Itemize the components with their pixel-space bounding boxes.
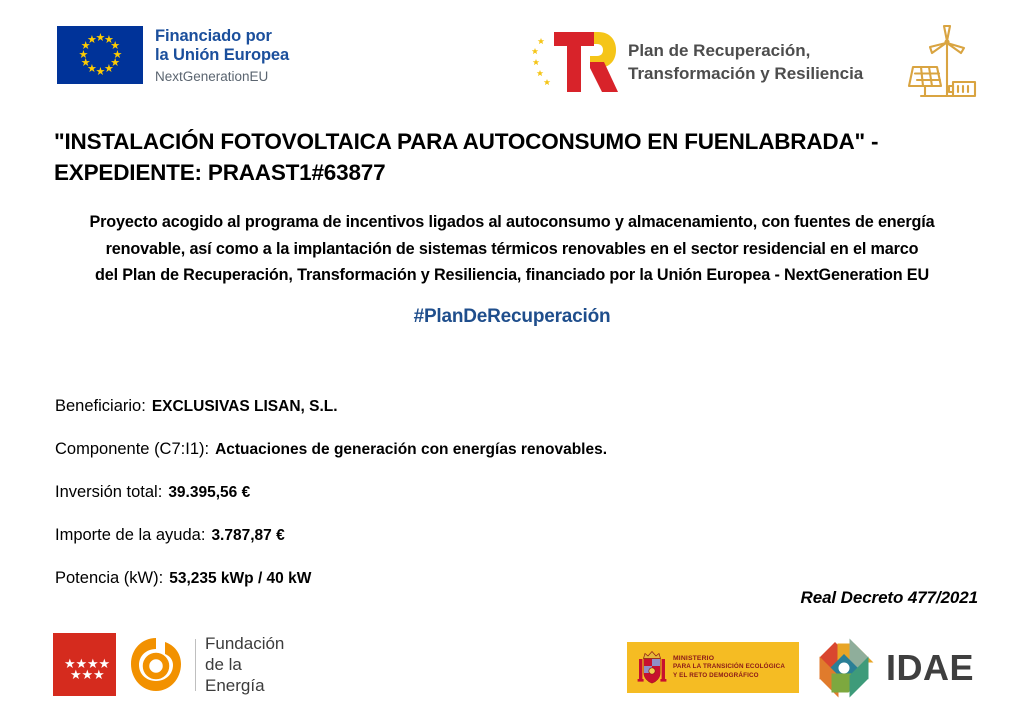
detail-label: Potencia (kW): xyxy=(55,569,164,587)
hashtag: #PlanDeRecuperación xyxy=(413,306,611,327)
page-title-line2: EXPEDIENTE: PRAAST1#63877 xyxy=(54,160,386,185)
eu-star-icon: ★ xyxy=(78,48,89,61)
detail-row xyxy=(55,482,855,503)
project-details-list xyxy=(55,396,855,611)
page-title-line1: "INSTALACIÓN FOTOVOLTAICA PARA AUTOCONSUMO EN FUENLABRADA" - xyxy=(54,129,879,154)
header-logo-band xyxy=(0,0,1024,112)
madrid-star-icon: ★ xyxy=(81,667,94,682)
eu-star-icon: ★ xyxy=(110,57,121,69)
eu-star-icon: ★ xyxy=(80,40,91,52)
prtr-tr-monogram-icon xyxy=(532,26,618,98)
eu-flag-icon xyxy=(57,26,143,84)
detail-value: EXCLUSIVAS LISAN, S.L. xyxy=(151,398,338,415)
eu-star-icon: ★ xyxy=(104,63,114,76)
detail-label: Componente (C7:I1): xyxy=(55,440,210,458)
prtr-logo-line2: Transformación y Resiliencia xyxy=(628,64,864,83)
detail-value: 39.395,56 € xyxy=(168,484,251,501)
project-description xyxy=(52,209,972,289)
eu-logo-line2: la Unión Europea xyxy=(155,46,290,64)
eu-star-icon: ★ xyxy=(95,65,106,78)
project-description-line2: renovable, así como a la implantación de sistemas térmicos renovables en el sector residencial en el marco xyxy=(105,239,919,258)
prtr-logo-text xyxy=(628,39,863,85)
project-description-line3: del Plan de Recuperación, Transformación y Resiliencia, financiado por la Unión Europea - NextGeneration EU xyxy=(95,266,929,284)
ministerio-logo xyxy=(627,642,799,693)
fundacion-energia-logo xyxy=(53,633,284,696)
idae-logo xyxy=(813,637,974,699)
detail-value: 53,235 kWp / 40 kW xyxy=(169,570,312,587)
madrid-star-icon: ★ xyxy=(93,667,105,682)
eu-logo-text xyxy=(155,26,289,85)
ministerio-line1: MINISTERIO xyxy=(673,655,715,663)
detail-row xyxy=(55,439,855,460)
legal-reference: Real Decreto 477/2021 xyxy=(800,588,978,607)
ministerio-line2: PARA LA TRANSICIÓN ECOLÓGICA xyxy=(673,663,786,671)
detail-label: Importe de la ayuda: xyxy=(55,526,206,544)
detail-row xyxy=(55,525,855,546)
eu-star-icon: ★ xyxy=(104,33,114,46)
detail-value: 3.787,87 € xyxy=(211,527,285,544)
footer-logo-band xyxy=(0,620,1024,719)
detail-value: Actuaciones de generación con energías renovables. xyxy=(215,441,608,458)
fundacion-line3: Energía xyxy=(205,676,265,695)
spain-coat-of-arms-icon xyxy=(637,649,667,687)
wind-turbine-solar-battery-icon xyxy=(903,24,981,106)
detail-label: Inversión total: xyxy=(55,483,163,501)
madrid-star-icon: ★ xyxy=(64,656,76,671)
eu-star-icon: ★ xyxy=(87,33,97,46)
madrid-star-icon: ★ xyxy=(75,656,88,671)
fundacion-divider xyxy=(195,639,196,691)
eu-logo-subtitle: NextGenerationEU xyxy=(155,69,269,84)
prtr-logo xyxy=(532,26,863,98)
eu-logo-line1: Financiado por xyxy=(155,27,272,45)
detail-row xyxy=(55,568,855,589)
page-title xyxy=(54,126,964,188)
eu-funding-logo xyxy=(57,26,289,85)
eu-star-icon: ★ xyxy=(80,57,91,69)
madrid-star-icon: ★ xyxy=(87,656,99,671)
idae-hexagon-rings-icon xyxy=(813,637,875,699)
detail-label: Beneficiario: xyxy=(55,397,146,415)
fundacion-energia-text xyxy=(205,633,284,696)
eu-star-icon: ★ xyxy=(95,31,106,44)
fundacion-line2: de la xyxy=(205,655,242,674)
fundacion-energia-ring-icon xyxy=(125,634,187,696)
eu-star-icon: ★ xyxy=(110,40,121,52)
madrid-star-icon: ★ xyxy=(70,667,82,682)
prtr-logo-line1: Plan de Recuperación, xyxy=(628,41,811,60)
eu-star-icon: ★ xyxy=(112,48,123,61)
madrid-flag-icon xyxy=(53,633,116,696)
eu-star-icon: ★ xyxy=(87,63,97,76)
ministerio-line3: Y EL RETO DEMOGRÁFICO xyxy=(673,671,759,679)
madrid-star-icon: ★ xyxy=(98,656,111,671)
project-description-line1: Proyecto acogido al programa de incentivos ligados al autoconsumo y almacenamiento, con fuentes de energía xyxy=(89,213,935,231)
detail-row xyxy=(55,396,855,417)
ministerio-text xyxy=(673,655,785,680)
fundacion-line1: Fundación xyxy=(205,634,285,653)
idae-wordmark: IDAE xyxy=(886,647,975,688)
